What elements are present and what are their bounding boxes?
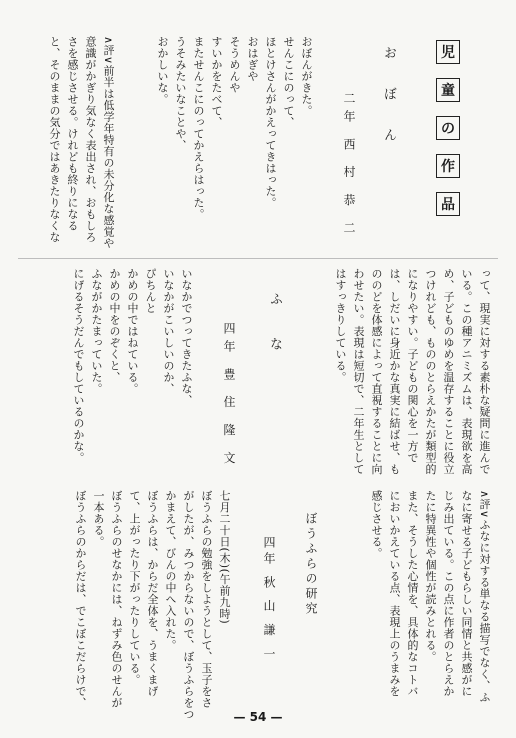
commentary-line: 意識がかぎり気なく表出され、おもしろ xyxy=(84,36,97,243)
commentary-line: 感じさせる。 xyxy=(370,490,383,559)
commentary-line: は、しだいに身近かな真実に結ばせ、も xyxy=(388,268,401,475)
poem-line: かまえて、びんの中へ入れた。 xyxy=(164,490,177,651)
commentary-line: たに特異性や個性が読みとれる。 xyxy=(424,490,437,663)
poem-line: いなかがこいしいのか、 xyxy=(162,268,175,395)
commentary-line: め、子どものゆめを温存することに役立 xyxy=(442,268,455,475)
poem-line: ふながかたまっていた。 xyxy=(90,268,103,395)
poem-author: 二年 西 村 恭 二 xyxy=(342,92,356,240)
section-divider xyxy=(18,258,498,259)
section-title-char: 童 xyxy=(436,78,460,102)
poem-title: ぼうふらの研究 xyxy=(304,512,318,617)
poem-line: ぼうふらの勉強をしようとして、玉子をさ xyxy=(200,490,213,709)
poem-title: お ぼ ん xyxy=(381,46,396,154)
commentary-line: ∧評∨ふなに対する単なる描写でなく、ふ xyxy=(478,490,491,703)
poem-line: そうめんや xyxy=(228,36,241,94)
poem-line: ぼうふらのからだは、でこぼこだらけで、 xyxy=(74,490,87,709)
commentary-line: また、そうした心情を、具体的なコトバ xyxy=(406,490,419,697)
commentary-line: と、そのままの気分ではあきたりなくな xyxy=(48,36,61,243)
poem-line: 一本ある。 xyxy=(92,490,105,548)
poem-line: にげるそうだんでもしているのかな。 xyxy=(72,268,85,464)
commentary-line: ののどを体感によって直視することに向 xyxy=(370,268,383,475)
commentary-line: はすっきりしている。 xyxy=(334,268,347,383)
commentary-line: じみ出ている。この点に作者のとらえか xyxy=(442,490,455,697)
poem-title: ふ な xyxy=(267,292,282,365)
poem-author: 四年 秋 山 謙 一 xyxy=(262,536,276,664)
section-title-char: 児 xyxy=(436,40,460,64)
poem-line: おぼんがきた。 xyxy=(300,36,313,117)
commentary-line: いる。この種アニミズムは、表現欲を高 xyxy=(460,268,473,475)
poem-line: いなかでつってきたふな、 xyxy=(180,268,193,406)
poem-line: かめの中ではねている。 xyxy=(126,268,139,395)
poem-line: かめの中をのぞくと、 xyxy=(108,268,121,383)
page-number: — 54 — xyxy=(233,710,283,724)
poem-line: ぴちんと xyxy=(144,268,157,314)
commentary-line: って、現実に対する素朴な疑問に進んで xyxy=(478,268,491,475)
commentary-line: わせたい。表現は短切で、二年生として xyxy=(352,268,365,475)
commentary-line: つけれども、もののとらえかたが類型的 xyxy=(424,268,437,475)
commentary-line: ∧評∨前半は低学年特有の未分化な感覚や xyxy=(102,36,115,249)
section-title-char: 品 xyxy=(436,192,460,216)
poem-line: おはぎや xyxy=(246,36,259,82)
commentary-line: なに寄せる子どもらしい同情と共感がに xyxy=(460,490,473,697)
poem-line: またせんこにのってかえらはった。 xyxy=(192,36,205,220)
poem-line: て、上がったり下がったりしている。 xyxy=(128,490,141,686)
commentary-line: においかえている点、表現上のうまみを xyxy=(388,490,401,697)
poem-line: ぼうふらは、からだ全体を、うまくまげ xyxy=(146,490,159,697)
section-title-char: 作 xyxy=(436,154,460,178)
poem-author: 四年 豊 住 隆 文 xyxy=(222,322,236,470)
poem-line: ぼうふらのせなかには、ねずみ色のせんが xyxy=(110,490,123,709)
poem-line: おかしいな。 xyxy=(156,36,169,105)
poem-line: 七月二十日(木)(午前九時) xyxy=(218,490,231,625)
poem-line: せんこにのって、 xyxy=(282,36,295,128)
commentary-line: になりやすい。子どもの関心を一方で xyxy=(406,268,419,464)
poem-line: すいかをたべて、 xyxy=(210,36,223,128)
commentary-line: さを感じさせる。けれども終りになる xyxy=(66,36,79,232)
poem-line: ほとけさんがかえってきはった。 xyxy=(264,36,277,209)
poem-line: がしたが、みつからないので、ぼうふらをつ xyxy=(182,490,195,720)
poem-line: うそみたいなことや、 xyxy=(174,36,187,151)
section-title-char: の xyxy=(436,116,460,140)
